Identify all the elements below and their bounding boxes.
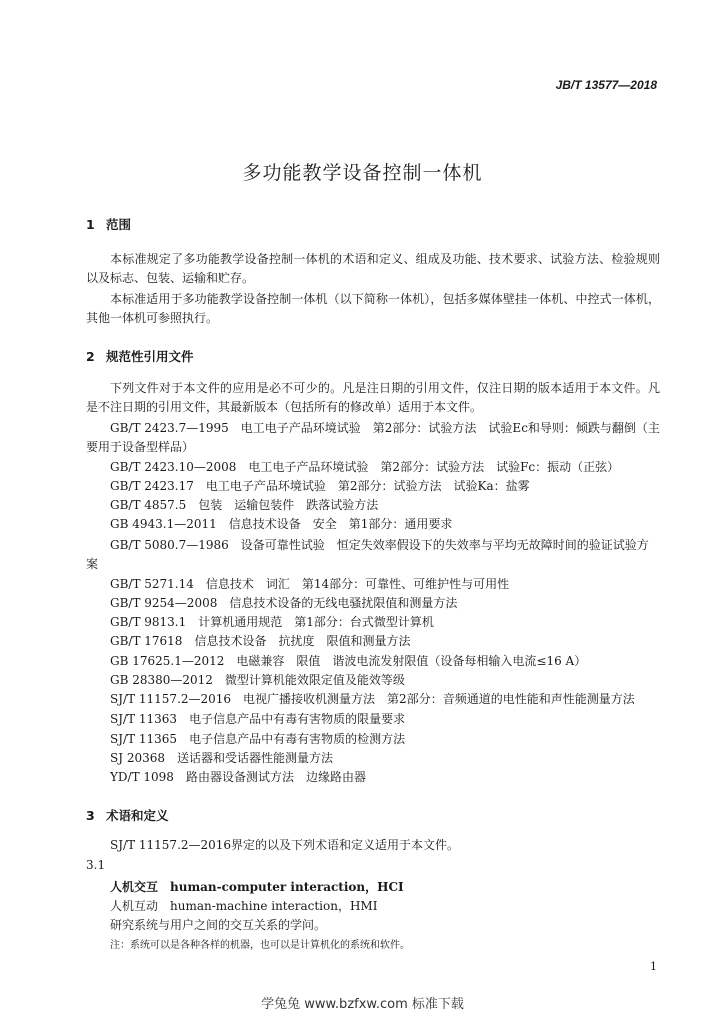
section-2-heading [86,347,194,365]
standard-number: JB/T 13577—2018 [555,78,657,92]
reference-item: GB 17625.1—2012 电磁兼容 限值 谐波电流发射限值（设备每相输入电流≤16 A） [110,654,587,668]
section-title: 规范性引用文件 [106,349,194,364]
reference-item: GB/T 9813.1 计算机通用规范 第1部分：台式微型计算机 [110,615,434,629]
section-2-intro: 下列文件对于本文件的应用是必不可少的。凡是注日期的引用文件，仅注日期的版本适用于本文件。凡是不注日期的引用文件，其最新版本（包括所有的修改单）适用于本文件。 [86,381,660,414]
section-number: 1 [86,217,95,232]
reference-item: GB/T 2423.7—1995 电工电子产品环境试验 第2部分：试验方法 试验Ec和导则：倾跌与翻倒（主要用于设备型样品） [86,421,660,454]
reference-item: GB/T 2423.17 电工电子产品环境试验 第2部分：试验方法 试验Ka：盐雾 [110,479,530,493]
section-1-paragraph-1: 本标准规定了多功能教学设备控制一体机的术语和定义、组成及功能、技术要求、试验方法、检验规则以及标志、包装、运输和贮存。 [86,252,660,285]
reference-item: GB/T 9254—2008 信息技术设备的无线电骚扰限值和测量方法 [110,596,458,610]
term-note: 注：系统可以是各种各样的机器，也可以是计算机化的系统和软件。 [110,940,410,951]
term-number: 3.1 [86,858,106,872]
term-preferred: 人机交互 human-computer interaction，HCI [110,880,404,894]
reference-item: GB/T 2423.10—2008 电工电子产品环境试验 第2部分：试验方法 试验Fc：振动（正弦） [110,460,620,474]
reference-item: GB/T 17618 信息技术设备 抗扰度 限值和测量方法 [110,634,411,648]
term-admitted: 人机互动 human-machine interaction，HMI [110,899,378,913]
section-number: 2 [86,349,95,364]
reference-item: GB/T 5271.14 信息技术 词汇 第14部分：可靠性、可维护性与可用性 [110,577,510,591]
reference-item: GB 28380—2012 微型计算机能效限定值及能效等级 [110,673,405,687]
section-number: 3 [86,808,95,823]
section-3-heading [86,806,169,824]
reference-item: GB/T 4857.5 包装 运输包装件 跌落试验方法 [110,498,379,512]
reference-item: SJ/T 11365 电子信息产品中有毒有害物质的检测方法 [110,732,406,746]
reference-item: SJ 20368 送话器和受话器性能测量方法 [110,751,334,765]
reference-item: GB 4943.1—2011 信息技术设备 安全 第1部分：通用要求 [110,517,453,531]
reference-item: YD/T 1098 路由器设备测试方法 边缘路由器 [110,770,366,784]
term-definition: 研究系统与用户之间的交互关系的学问。 [110,918,327,932]
watermark: 学兔兔 www.bzfxw.com 标准下载 [261,997,464,1012]
reference-item: SJ/T 11157.2—2016 电视广播接收机测量方法 第2部分：音频通道的电性能和声性能测量方法 [110,692,635,706]
reference-item: GB/T 5080.7—1986 设备可靠性试验 恒定失效率假设下的失效率与平均无故障时间的验证试验方案 [86,538,649,571]
section-title: 术语和定义 [106,808,169,823]
section-1-paragraph-2: 本标准适用于多功能教学设备控制一体机（以下简称一体机），包括多媒体壁挂一体机、中控式一体机，其他一体机可参照执行。 [86,292,660,325]
section-title: 范围 [106,217,132,232]
document-title: 多功能教学设备控制一体机 [242,162,483,184]
page-number: 1 [650,960,657,973]
section-1-heading [86,215,131,233]
reference-item: SJ/T 11363 电子信息产品中有毒有害物质的限量要求 [110,712,406,726]
section-3-intro: SJ/T 11157.2—2016界定的以及下列术语和定义适用于本文件。 [110,838,460,852]
